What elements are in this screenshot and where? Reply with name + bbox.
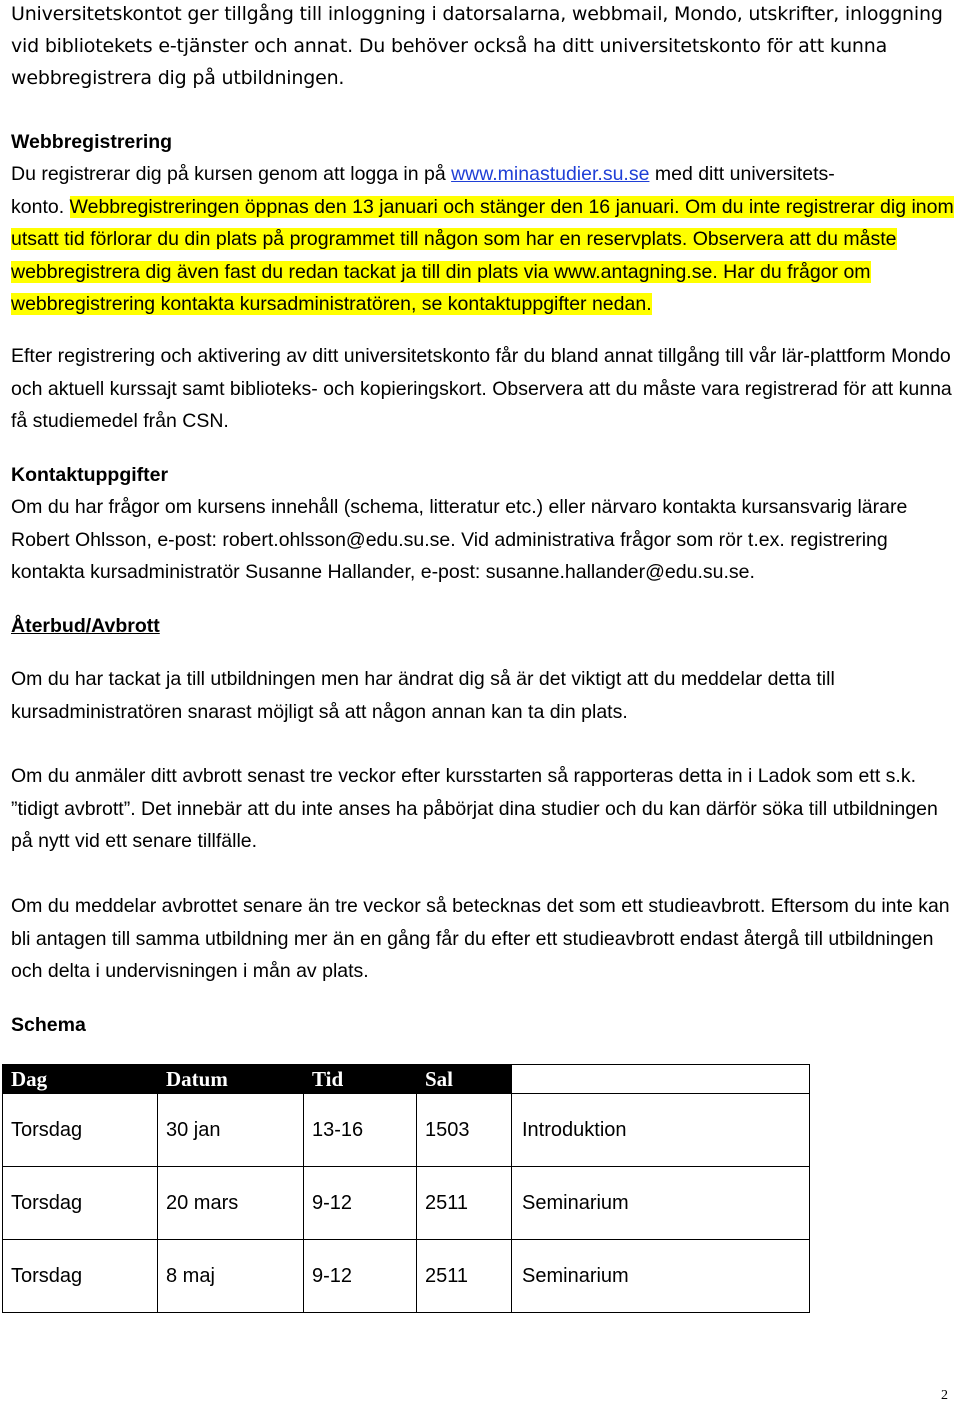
kontakt-paragraph — [11, 491, 956, 589]
webbreg-rest: Om du inte registrerar dig inom utsatt tid förlorar du din plats på programmet till någon som har en reservplats. Observera att du måste webbregistrera dig även fast du redan tackat ja till din plats via www.antagning.se. Har du frågor om webbregistrering kontakta kursadministratören, se kontaktuppgifter nedan. — [11, 195, 954, 315]
aterbud-text-2: Om du anmäler ditt avbrott senast tre veckor efter kursstarten så rapporteras detta in i Ladok som ett s.k. ”tidigt avbrott”. Det innebär att du inte anses ha påbörjat dina studier och du kan därför söka till utbildningen på nytt vid ett senare tillfälle. — [11, 765, 938, 852]
kontakt-heading — [11, 459, 956, 492]
webbregistrering-paragraph — [11, 158, 956, 321]
table-cell: 1503 — [417, 1094, 512, 1167]
table-cell: 13-16 — [304, 1094, 417, 1167]
schema-header-row — [3, 1065, 810, 1094]
webbregistrering-heading — [11, 126, 956, 159]
kontakt-text: Om du har frågor om kursens innehåll (schema, litteratur etc.) eller närvaro kontakta kursansvarig lärare Robert Ohlsson, e-post: robert.ohlsson@edu.su.se. Vid administrativa frågor som rör t.ex. registrering kontakta kursadministratör Susanne Hallander, e-post: susanne.hallander@edu.su.se. — [11, 496, 908, 583]
webbreg-highlight: Webbregistreringen öppnas den 13 januari och stänger den 16 januari. — [69, 195, 680, 218]
schema-heading-text: Schema — [11, 1014, 86, 1036]
schema-table — [2, 1064, 810, 1313]
table-row — [3, 1094, 810, 1167]
aterbud-paragraph-1 — [11, 663, 956, 728]
column-header: Datum — [158, 1065, 304, 1094]
table-cell: Introduktion — [512, 1094, 810, 1167]
table-cell: 2511 — [417, 1240, 512, 1313]
efter-paragraph — [11, 340, 956, 438]
schema-heading — [11, 1009, 956, 1042]
table-cell: Seminarium — [512, 1240, 810, 1313]
aterbud-text-3: Om du meddelar avbrottet senare än tre veckor så betecknas det som ett studieavbrott. Eftersom du inte kan bli antagen till samma utbildning mer än en gång får du efter ett studieavbrott endast återgå till utbildningen och delta i undervisningen i mån av plats. — [11, 895, 950, 982]
column-header — [512, 1065, 810, 1094]
webbregistrering-heading-text: Webbregistrering — [11, 131, 173, 153]
webbreg-text-3: konto. — [11, 195, 70, 218]
table-cell: 30 jan — [158, 1094, 304, 1167]
table-cell: Torsdag — [3, 1167, 158, 1240]
webbreg-text-1: Du registrerar dig på kursen genom att logga in på — [11, 163, 452, 185]
column-header: Tid — [304, 1065, 417, 1094]
minastudier-link[interactable]: www.minastudier.su.se — [451, 163, 650, 185]
webbreg-text-2: med ditt universitets- — [649, 163, 835, 185]
table-cell: 2511 — [417, 1167, 512, 1240]
table-cell: Seminarium — [512, 1167, 810, 1240]
table-row — [3, 1167, 810, 1240]
table-row — [3, 1240, 810, 1313]
aterbud-paragraph-3 — [11, 890, 956, 988]
aterbud-paragraph-2 — [11, 760, 956, 858]
column-header: Sal — [417, 1065, 512, 1094]
table-cell: Torsdag — [3, 1240, 158, 1313]
table-cell: Torsdag — [3, 1094, 158, 1167]
aterbud-text-1: Om du har tackat ja till utbildningen men har ändrat dig så är det viktigt att du meddelar detta till kursadministratören snarast möjligt så att någon annan kan ta din plats. — [11, 668, 835, 723]
table-cell: 9-12 — [304, 1240, 417, 1313]
aterbud-heading — [11, 610, 160, 643]
page-number: 2 — [941, 1388, 948, 1403]
intro-text: Universitetskontot ger tillgång till inloggning i datorsalarna, webbmail, Mondo, utskrifter, inloggning vid bibliotekets e-tjänster och annat. Du behöver också ha ditt universitetskonto för att kunna webbregistrera dig på utbildningen. — [11, 3, 943, 89]
column-header: Dag — [3, 1065, 158, 1094]
table-cell: 8 maj — [158, 1240, 304, 1313]
kontakt-heading-text: Kontaktuppgifter — [11, 464, 169, 486]
table-cell: 9-12 — [304, 1167, 417, 1240]
efter-text: Efter registrering och aktivering av ditt universitetskonto får du bland annat tillgång till vår lär-plattform Mondo och aktuell kurssajt samt biblioteks- och kopieringskort. Observera att du måste vara registrerad för att kunna få studiemedel från CSN. — [11, 345, 952, 432]
aterbud-heading-text: Återbud/Avbrott — [11, 615, 160, 637]
table-cell: 20 mars — [158, 1167, 304, 1240]
intro-paragraph — [11, 0, 956, 94]
